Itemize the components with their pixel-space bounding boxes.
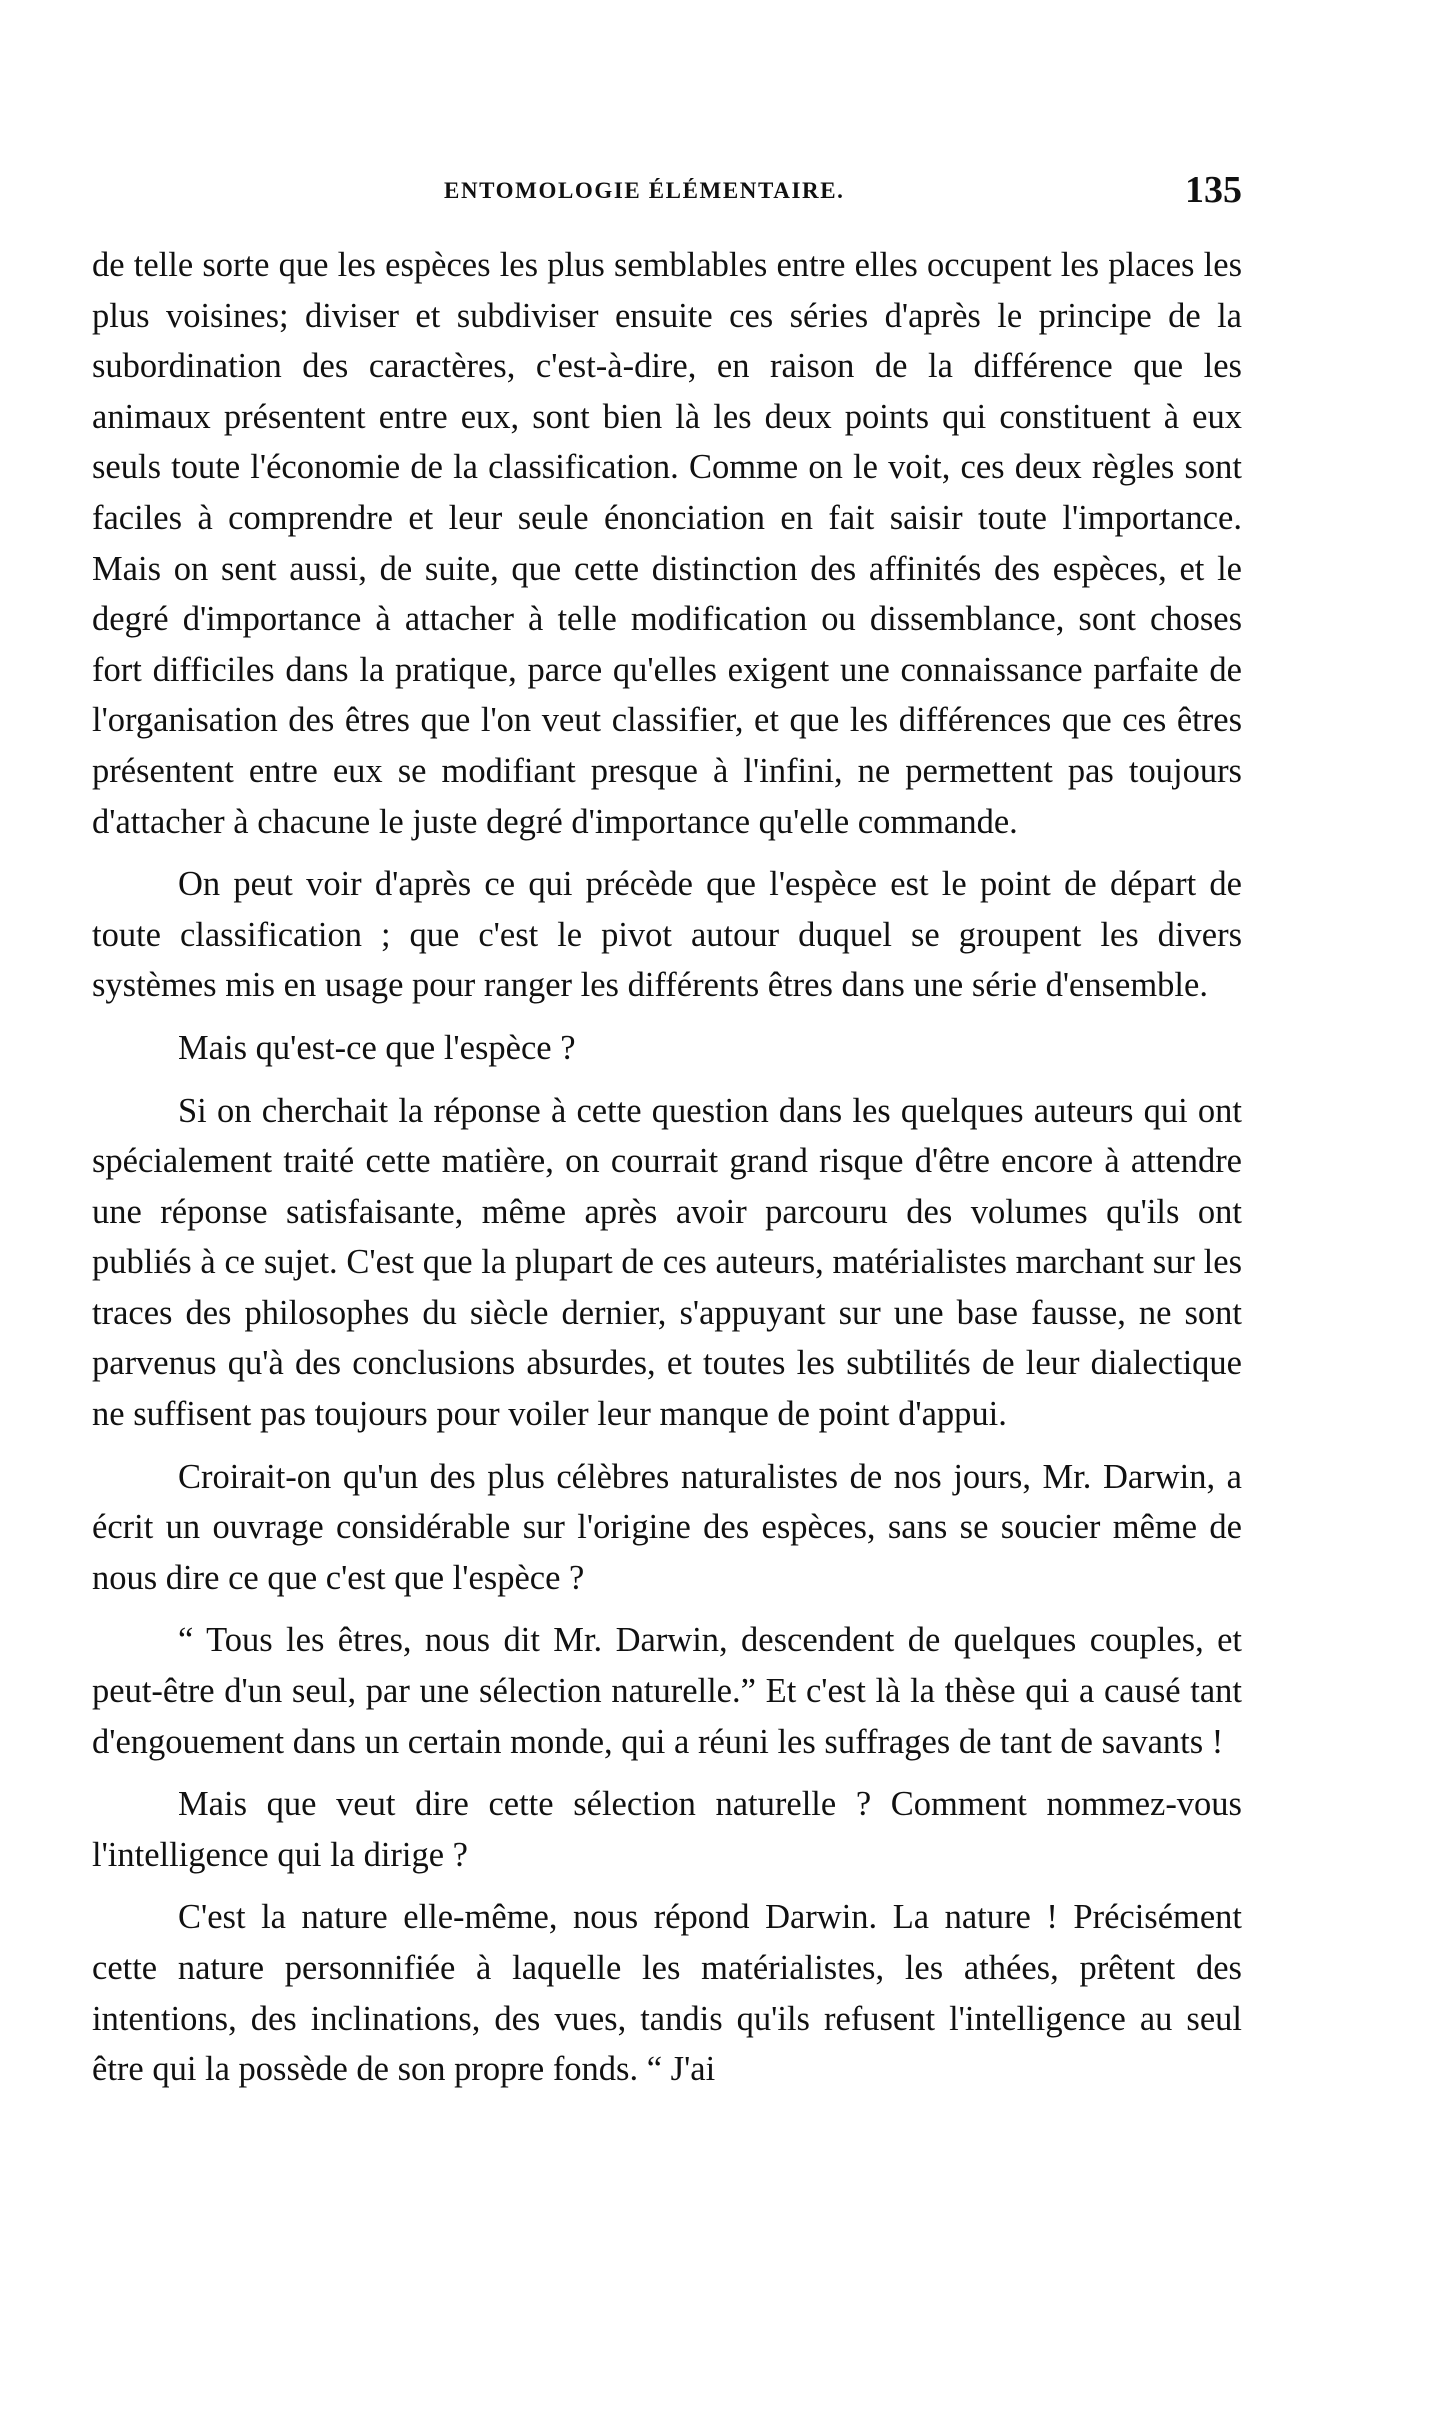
page-number: 135 bbox=[1185, 169, 1242, 211]
paragraph-authors: Si on cherchait la réponse à cette question dans les quelques auteurs qui ont spécialement traité cette matière, on courrait grand risque d'être encore à attendre une réponse satisfaisante, même après avoir parcouru des volumes qu'ils ont publiés à ce sujet. C'est que la plupart de ces auteurs, matérialistes marchant sur les traces des philosophes du siècle dernier, s'appuyant sur une base fausse, ne sont parvenus qu'à des conclusions absurdes, et toutes les subtilités de leur dialectique ne suffisent pas toujours pour voiler leur manque de point d'appui. bbox=[92, 1091, 1242, 1434]
running-title: ENTOMOLOGIE ÉLÉMENTAIRE. bbox=[444, 178, 845, 203]
paragraph-natural-selection: Mais que veut dire cette sélection naturelle ? Comment nommez-vous l'intelligence qui la dirige ? bbox=[92, 1785, 1242, 1874]
book-page bbox=[92, 168, 1242, 2107]
running-head bbox=[92, 168, 1242, 228]
paragraph-continuation: de telle sorte que les espèces les plus semblables entre elles occupent les places les plus voisines; diviser et subdiviser ensuite ces séries d'après le principe de la subordination des caractères, c'est-à-dire, en raison de la différence que les animaux présentent entre eux, sont bien là les deux points qui constituent à eux seuls toute l'économie de la classification. Comme on le voit, ces deux règles sont faciles à comprendre et leur seule énonciation en fait saisir toute l'importance. Mais on sent aussi, de suite, que cette distinction des affinités des espèces, et le degré d'importance à attacher à telle modification ou dissemblance, sont choses fort difficiles dans la pratique, parce qu'elles exigent une connaissance parfaite de l'organisation des êtres que l'on veut classifier, et que les différences que ces êtres présentent entre eux se modifiant presque à l'infini, ne permettent pas toujours d'attacher à chacune le juste degré d'importance qu'elle commande. bbox=[92, 246, 1242, 841]
paragraph-question: Mais qu'est-ce que l'espèce ? bbox=[178, 1028, 576, 1067]
paragraph-darwin-quote: “ Tous les êtres, nous dit Mr. Darwin, descendent de quelques couples, et peut-être d'un seul, par une sélection naturelle.” Et c'est là la thèse qui a causé tant d'engouement dans un certain monde, qui a réuni les suffrages de tant de savants ! bbox=[92, 1621, 1242, 1761]
body-text bbox=[92, 240, 1242, 2095]
paragraph-darwin: Croirait-on qu'un des plus célèbres naturalistes de nos jours, Mr. Darwin, a écrit un ouvrage considérable sur l'origine des espèces, sans se soucier même de nous dire ce que c'est que l'espèce ? bbox=[92, 1457, 1242, 1597]
paragraph-species-starting-point: On peut voir d'après ce qui précède que l'espèce est le point de départ de toute classification ; que c'est le pivot autour duquel se groupent les divers systèmes mis en usage pour ranger les différents êtres dans une série d'ensemble. bbox=[92, 865, 1242, 1005]
paragraph-nature: C'est la nature elle-même, nous répond Darwin. La nature ! Précisément cette nature personnifiée à laquelle les matérialistes, les athées, prêtent des intentions, des inclinations, des vues, tandis qu'ils refusent l'intelligence au seul être qui la possède de son propre fonds. “ J'ai bbox=[92, 1898, 1242, 2089]
